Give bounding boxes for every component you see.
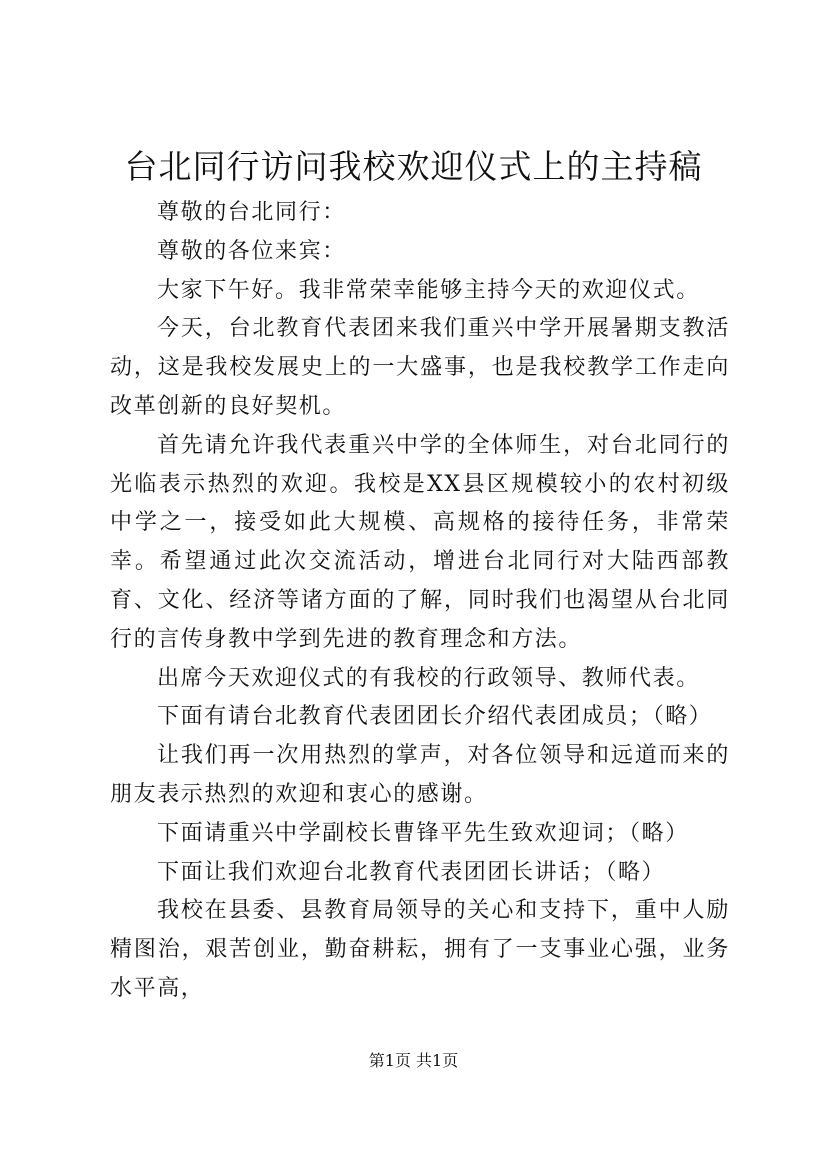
- document-title: 台北同行访问我校欢迎仪式上的主持稿: [124, 147, 703, 186]
- document-body: [110, 194, 730, 1009]
- paragraph-welcome: 首先请允许我代表重兴中学的全体师生，对台北同行的光临表示热烈的欢迎。我校是XX县区规模较小的农村初级中学之一，接受如此大规模、高规格的接待任务，非常荣幸。希望通过此次交流活动，增进台北同行对大陆西部教育、文化、经济等诸方面的了解，同时我们也渴望从台北同行的言传身教中学到先进的教育理念和方法。: [110, 432, 730, 652]
- paragraph-vice-principal: 下面请重兴中学副校长曹锋平先生致欢迎词；（略）: [157, 820, 689, 846]
- paragraph-event-intro: 今天，台北教育代表团来我们重兴中学开展暑期支教活动，这是我校发展史上的一大盛事，也是我校教学工作走向改革创新的良好契机。: [110, 316, 730, 419]
- paragraph-greeting: 大家下午好。我非常荣幸能够主持今天的欢迎仪式。: [157, 277, 700, 303]
- paragraph-school-description: 我校在县委、县教育局领导的关心和支持下，重中人励精图治，艰苦创业，勤奋耕耘，拥有了一支事业心强，业务水平高，: [110, 898, 730, 1001]
- paragraph-delegation-speech: 下面让我们欢迎台北教育代表团团长讲话；（略）: [157, 859, 666, 885]
- page-number-footer: 第1页 共1页: [368, 1051, 459, 1070]
- paragraph-applause: 让我们再一次用热烈的掌声，对各位领导和远道而来的朋友表示热烈的欢迎和衷心的感谢。: [110, 743, 730, 807]
- paragraph-delegation-intro: 下面有请台北教育代表团团长介绍代表团成员；（略）: [157, 704, 713, 730]
- paragraph-salutation-1: 尊敬的台北同行：: [157, 200, 346, 225]
- paragraph-attendees: 出席今天欢迎仪式的有我校的行政领导、教师代表。: [157, 665, 700, 691]
- paragraph-salutation-2: 尊敬的各位来宾：: [157, 238, 346, 264]
